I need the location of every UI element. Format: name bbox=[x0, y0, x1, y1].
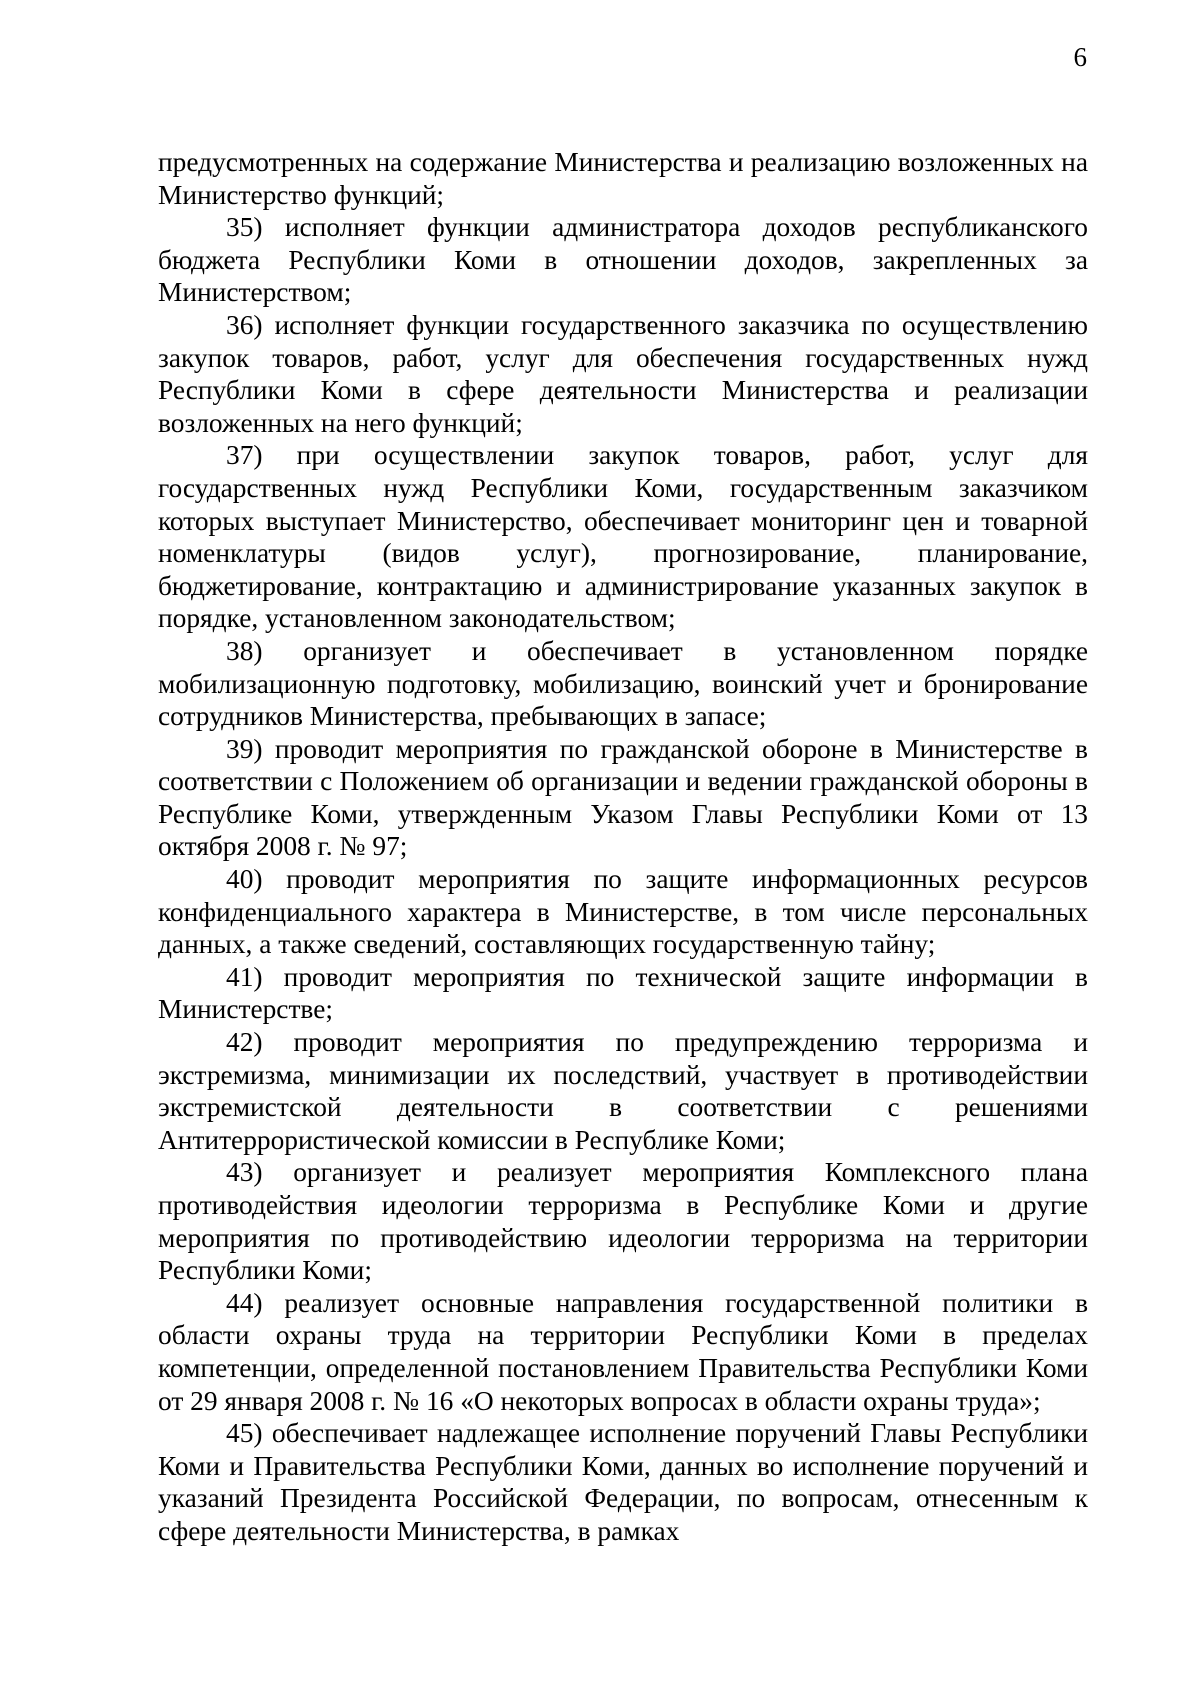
paragraph-item-37: 37) при осуществлении закупок товаров, работ, услуг для государственных нужд Республики Коми, государственным заказчиком которых выступает Министерство, обеспечивает мониторинг цен и товарной номенклатуры (видов услуг), прогнозирование, планирование, бюджетирование, контрактацию и администрирование указанных закупок в порядке, установленном законодательством; bbox=[158, 440, 1088, 634]
paragraph-item-40: 40) проводит мероприятия по защите информационных ресурсов конфиденциального характера в Министерстве, в том числе персональных данных, а также сведений, составляющих государственную тайну; bbox=[158, 864, 1088, 960]
document-body bbox=[158, 146, 1088, 1548]
paragraph-item-39: 39) проводит мероприятия по гражданской обороне в Министерстве в соответствии с Положением об организации и ведении гражданской обороны в Республике Коми, утвержденным Указом Главы Республики Коми от 13 октября 2008 г. № 97; bbox=[158, 733, 1088, 862]
paragraph-item-36: 36) исполняет функции государственного заказчика по осуществлению закупок товаров, работ, услуг для обеспечения государственных нужд Республики Коми в сфере деятельности Министерства и реализации возложенных на него функций; bbox=[158, 309, 1088, 438]
paragraph-item-38: 38) организует и обеспечивает в установленном порядке мобилизационную подготовку, мобилизацию, воинский учет и бронирование сотрудников Министерства, пребывающих в запасе; bbox=[158, 635, 1088, 732]
paragraph-item-44: 44) реализует основные направления государственной политики в области охраны труда на территории Республики Коми в пределах компетенции, определенной постановлением Правительства Республики Коми от 29 января 2008 г. № 16 «О некоторых вопросах в области охраны труда»; bbox=[158, 1287, 1088, 1416]
paragraph-item-35: 35) исполняет функции администратора доходов республиканского бюджета Республики Коми в отношении доходов, закрепленных за Министерством; bbox=[158, 212, 1088, 308]
paragraph-continuation: предусмотренных на содержание Министерства и реализацию возложенных на Министерство функций; bbox=[158, 147, 1088, 210]
paragraph-item-45: 45) обеспечивает надлежащее исполнение поручений Главы Республики Коми и Правительства Республики Коми, данных во исполнение поручений и указаний Президента Российской Федерации, по вопросам, отнесенным к сфере деятельности Министерства, в рамках bbox=[158, 1418, 1088, 1546]
paragraph-item-43: 43) организует и реализует мероприятия Комплексного плана противодействия идеологии терроризма в Республике Коми и другие мероприятия по противодействию идеологии терроризма на территории Республики Коми; bbox=[158, 1157, 1088, 1286]
page-number: 6 bbox=[1073, 42, 1087, 72]
paragraph-item-41: 41) проводит мероприятия по технической защите информации в Министерстве; bbox=[158, 961, 1088, 1025]
paragraph-item-42: 42) проводит мероприятия по предупреждению терроризма и экстремизма, минимизации их последствий, участвует в противодействии экстремистской деятельности в соответствии с решениями Антитеррористической комиссии в Республике Коми; bbox=[158, 1027, 1088, 1155]
